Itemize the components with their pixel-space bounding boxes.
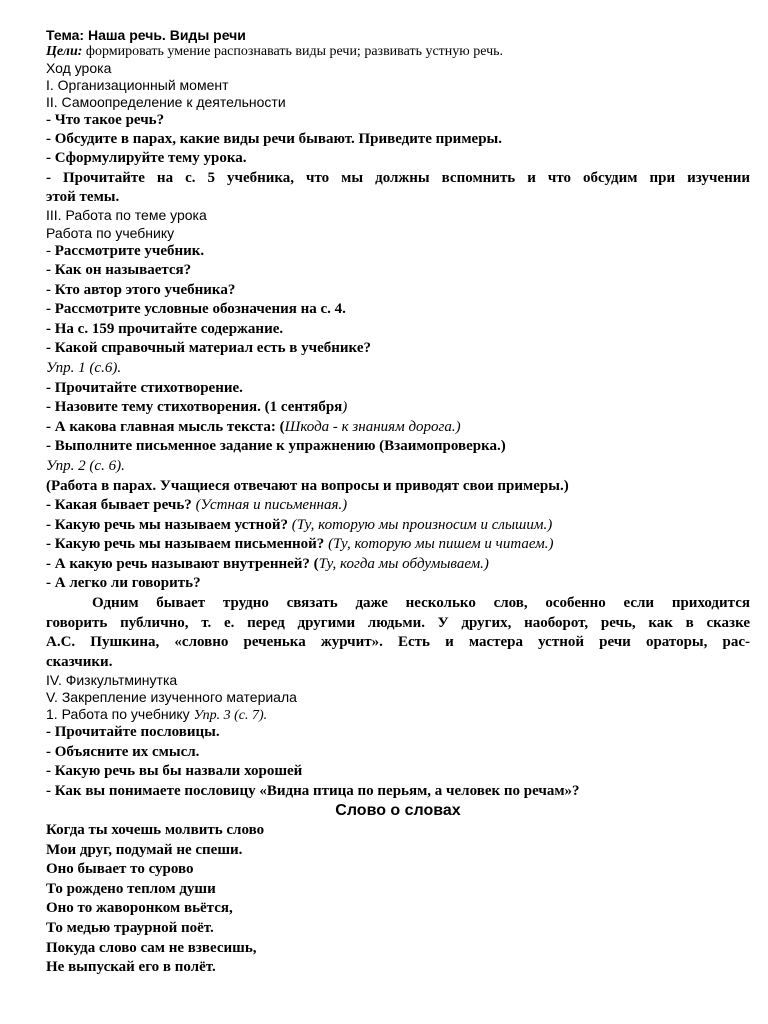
- goals-label: Цели:: [46, 44, 83, 59]
- poem-line: Мои друг, подумай не спеши.: [46, 842, 243, 858]
- paragraph-line: говорить публично, т. е. перед другими людьми. У других, наоборот, речь, как в сказке: [46, 615, 750, 631]
- question-line: - Как вы понимаете пословицу «Видна птица по перьям, а человек по речам»?: [46, 783, 580, 799]
- question-line: - Что такое речь?: [46, 112, 165, 128]
- answer-text: Шкода - к знаниям дорога.): [284, 419, 461, 435]
- question-text: - Назовите тему стихотворения. (1 сентября: [46, 399, 343, 415]
- question-line: [46, 244, 750, 259]
- stage-heading-5: V. Закрепление изученного материала: [46, 689, 297, 705]
- exercise-ref: Упр. 3 (с. 7).: [193, 708, 268, 723]
- question-line: - Кто автор этого учебника?: [46, 282, 236, 298]
- lesson-goals: [46, 45, 750, 59]
- question-line: - Какой справочный материал есть в учебнике?: [46, 340, 371, 356]
- question-line: - Какую речь вы бы назвали хорошей: [46, 763, 303, 779]
- stage-heading-3: III. Работа по теме урока: [46, 207, 207, 223]
- poem-line: Когда ты хочешь молвить слово: [46, 822, 265, 838]
- answer-text: (Устная и письменная.): [195, 497, 348, 513]
- question-line: [46, 498, 750, 513]
- question-text: - А какую речь называют внутренней? (: [46, 556, 319, 572]
- question-line: [46, 518, 750, 533]
- paragraph-line: сказчики.: [46, 654, 113, 670]
- work-text: 1. Работа по учебнику: [46, 706, 194, 722]
- poem-line: То рождено теплом души: [46, 881, 216, 897]
- question-line: - Обсудите в парах, какие виды речи бывают. Приведите примеры.: [46, 131, 502, 147]
- poem-line: Не выпускай его в полёт.: [46, 959, 216, 975]
- exercise-intro: (Работа в парах. Учащиеся отвечают на вопросы и приводят свои примеры.): [46, 478, 569, 494]
- subsection-heading: Работа по учебнику: [46, 225, 175, 241]
- question-line: - Рассмотрите условные обозначения на с. 4.: [46, 301, 346, 317]
- question-line-continued: этой темы.: [46, 189, 120, 205]
- poem-line: Оно то жаворонком вьётся,: [46, 900, 233, 916]
- answer-text: (Ту, которую мы пишем и читаем.): [328, 536, 554, 552]
- poem-title: Слово о словах: [335, 802, 461, 819]
- stage-heading-4: IV. Физкультминутка: [46, 672, 178, 688]
- bullet-dash: -: [46, 243, 55, 259]
- question-text: Рассмотрите учебник.: [54, 243, 205, 259]
- question-line: - Выполните письменное задание к упражнению (Взаимопроверка.): [46, 438, 506, 454]
- subsection-heading: [46, 707, 750, 723]
- exercise-label: Упр. 1 (с.6).: [46, 360, 122, 376]
- question-line: - А легко ли говорить?: [46, 575, 201, 591]
- question-line: [46, 420, 750, 435]
- course-heading: Ход урока: [46, 60, 112, 76]
- question-text: - Какую речь мы называем письменной?: [46, 536, 329, 552]
- poem-line: Оно бывает то сурово: [46, 861, 194, 877]
- paragraph-line: Одним бывает трудно связать даже несколько слов, особенно если приходится: [92, 595, 750, 611]
- goals-text: формировать умение распознавать виды речи; развивать устную речь.: [82, 44, 504, 59]
- question-line: - Прочитайте на с. 5 учебника, что мы должны вспомнить и что обсудим при изучении: [46, 170, 750, 186]
- question-line: - Сформулируйте тему урока.: [46, 150, 247, 166]
- question-line: [46, 537, 750, 552]
- question-line: - Прочитайте стихотворение.: [46, 380, 243, 396]
- question-line: - Как он называется?: [46, 262, 192, 278]
- answer-text: Ту, когда мы обдумываем.): [318, 556, 489, 572]
- question-text: - А какова главная мысль текста: (: [46, 419, 285, 435]
- question-text: - Какая бывает речь?: [46, 497, 196, 513]
- question-line: - Прочитайте пословицы.: [46, 724, 220, 740]
- poem-line: То медью траурной поёт.: [46, 920, 214, 936]
- poem-line: Покуда слово сам не взвесишь,: [46, 940, 257, 956]
- lesson-title: Тема: Наша речь. Виды речи: [46, 27, 246, 43]
- stage-heading-1: I. Организационный момент: [46, 77, 229, 93]
- answer-text: (Ту, которую мы произносим и слышим.): [291, 517, 553, 533]
- stage-heading-2: II. Самоопределение к деятельности: [46, 94, 286, 110]
- question-line: [46, 557, 750, 572]
- question-line: [46, 400, 750, 415]
- closing-paren: ): [342, 399, 348, 415]
- question-line: - Объясните их смысл.: [46, 744, 200, 760]
- exercise-label: Упр. 2 (с. 6).: [46, 458, 125, 474]
- question-text: - Какую речь мы называем устной?: [46, 517, 292, 533]
- question-line: - На с. 159 прочитайте содержание.: [46, 321, 284, 337]
- paragraph-line: А.С. Пушкина, «словно реченька журчит». Есть и мастера устной речи ораторы, рас-: [46, 634, 750, 650]
